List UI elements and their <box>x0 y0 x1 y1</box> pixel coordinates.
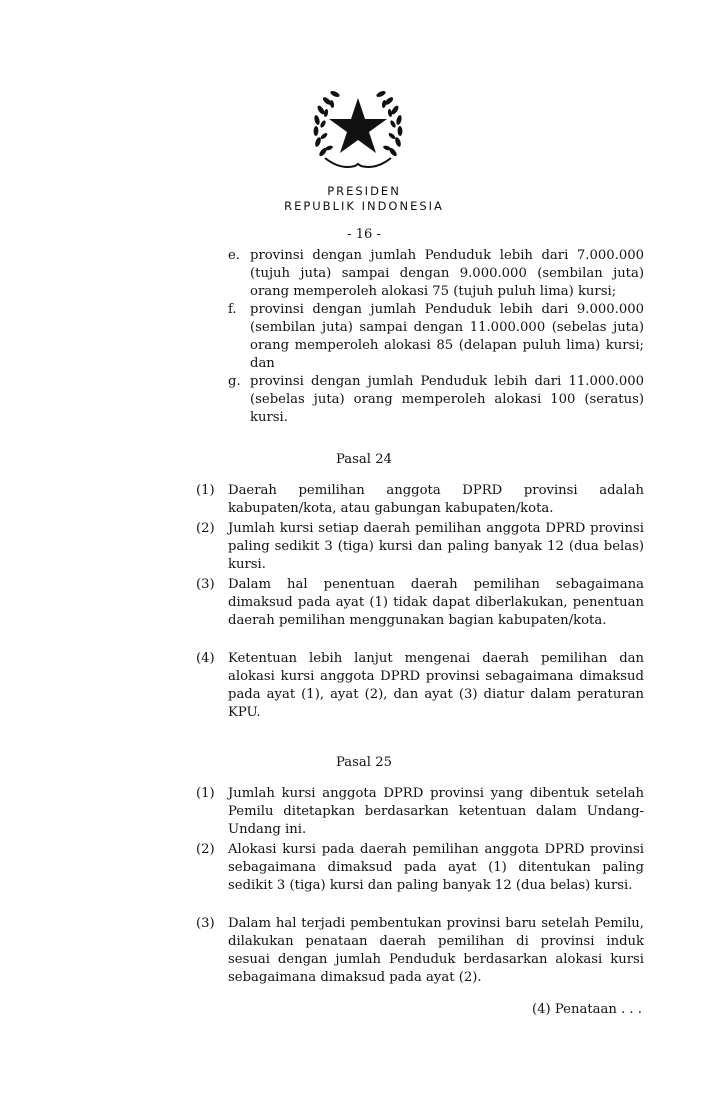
pasal-25-block <box>196 785 644 987</box>
list-item-text: provinsi dengan jumlah Penduduk lebih dari 9.000.000 (sembilan juta) sampai dengan 11.000.000 (sebelas juta) orang memperoleh alokasi 85 (delapan puluh lima) kursi; dan <box>250 302 644 371</box>
list-item <box>228 301 644 373</box>
ayat-label: (1) <box>196 483 215 498</box>
list-item <box>228 247 644 301</box>
list-item-label: f. <box>228 302 237 317</box>
page-number: - 16 - <box>347 227 381 242</box>
ayat-label: (1) <box>196 786 215 801</box>
list-item-text: provinsi dengan jumlah Penduduk lebih dari 7.000.000 (tujuh juta) sampai dengan 9.000.000 (sembilan juta) orang memperoleh alokasi 75 (tujuh puluh lima) kursi; <box>250 248 644 299</box>
ayat-label: (2) <box>196 842 215 857</box>
list-item-label: e. <box>228 248 240 263</box>
pasal-24-title: Pasal 24 <box>336 452 392 467</box>
pasal-24-block <box>196 482 644 722</box>
ayat-text: Dalam hal penentuan daerah pemilihan sebagaimana dimaksud pada ayat (1) tidak dapat diberlakukan, penentuan daerah pemilihan menggunakan bagian kabupaten/kota. <box>228 577 644 628</box>
ayat-text: Daerah pemilihan anggota DPRD provinsi adalah kabupaten/kota, atau gabungan kabupaten/kota. <box>228 483 644 516</box>
ayat-text: Jumlah kursi setiap daerah pemilihan anggota DPRD provinsi paling sedikit 3 (tiga) kursi dan paling banyak 12 (dua belas) kursi. <box>228 521 644 572</box>
ayat-text: Alokasi kursi pada daerah pemilihan anggota DPRD provinsi sebagaimana dimaksud pada ayat (1) ditentukan paling sedikit 3 (tiga) kursi dan paling banyak 12 (dua belas) kursi. <box>228 842 644 893</box>
header-republik-indonesia: REPUBLIK INDONESIA <box>284 199 444 213</box>
ayat-label: (3) <box>196 577 215 592</box>
presidential-emblem <box>305 78 411 178</box>
pasal-25-title: Pasal 25 <box>336 755 392 770</box>
ayat-item <box>196 841 644 915</box>
list-items-block <box>228 247 644 427</box>
ayat-text: Jumlah kursi anggota DPRD provinsi yang dibentuk setelah Pemilu ditetapkan berdasarkan ketentuan dalam Undang-Undang ini. <box>228 786 644 837</box>
ayat-item <box>196 576 644 650</box>
ayat-item <box>196 482 644 520</box>
ayat-item <box>196 520 644 576</box>
ayat-item <box>196 650 644 722</box>
star-icon <box>329 98 387 153</box>
continuation-footer: (4) Penataan . . . <box>532 1002 642 1017</box>
ayat-label: (3) <box>196 916 215 931</box>
ayat-text: Dalam hal terjadi pembentukan provinsi baru setelah Pemilu, dilakukan penataan daerah pemilihan di provinsi induk sesuai dengan jumlah Penduduk berdasarkan alokasi kursi sebagaimana dimaksud pada ayat (2). <box>228 916 644 985</box>
list-item-text: provinsi dengan jumlah Penduduk lebih dari 11.000.000 (sebelas juta) orang memperoleh alokasi 100 (seratus) kursi. <box>250 374 644 425</box>
list-item <box>228 373 644 427</box>
ayat-item <box>196 915 644 987</box>
list-item-label: g. <box>228 374 241 389</box>
header-presiden: PRESIDEN <box>327 184 401 198</box>
ayat-label: (2) <box>196 521 215 536</box>
ayat-text: Ketentuan lebih lanjut mengenai daerah pemilihan dan alokasi kursi anggota DPRD provinsi sebagaimana dimaksud pada ayat (1), ayat (2), dan ayat (3) diatur dalam peraturan KPU. <box>228 651 644 720</box>
ayat-item <box>196 785 644 841</box>
ayat-label: (4) <box>196 651 215 666</box>
